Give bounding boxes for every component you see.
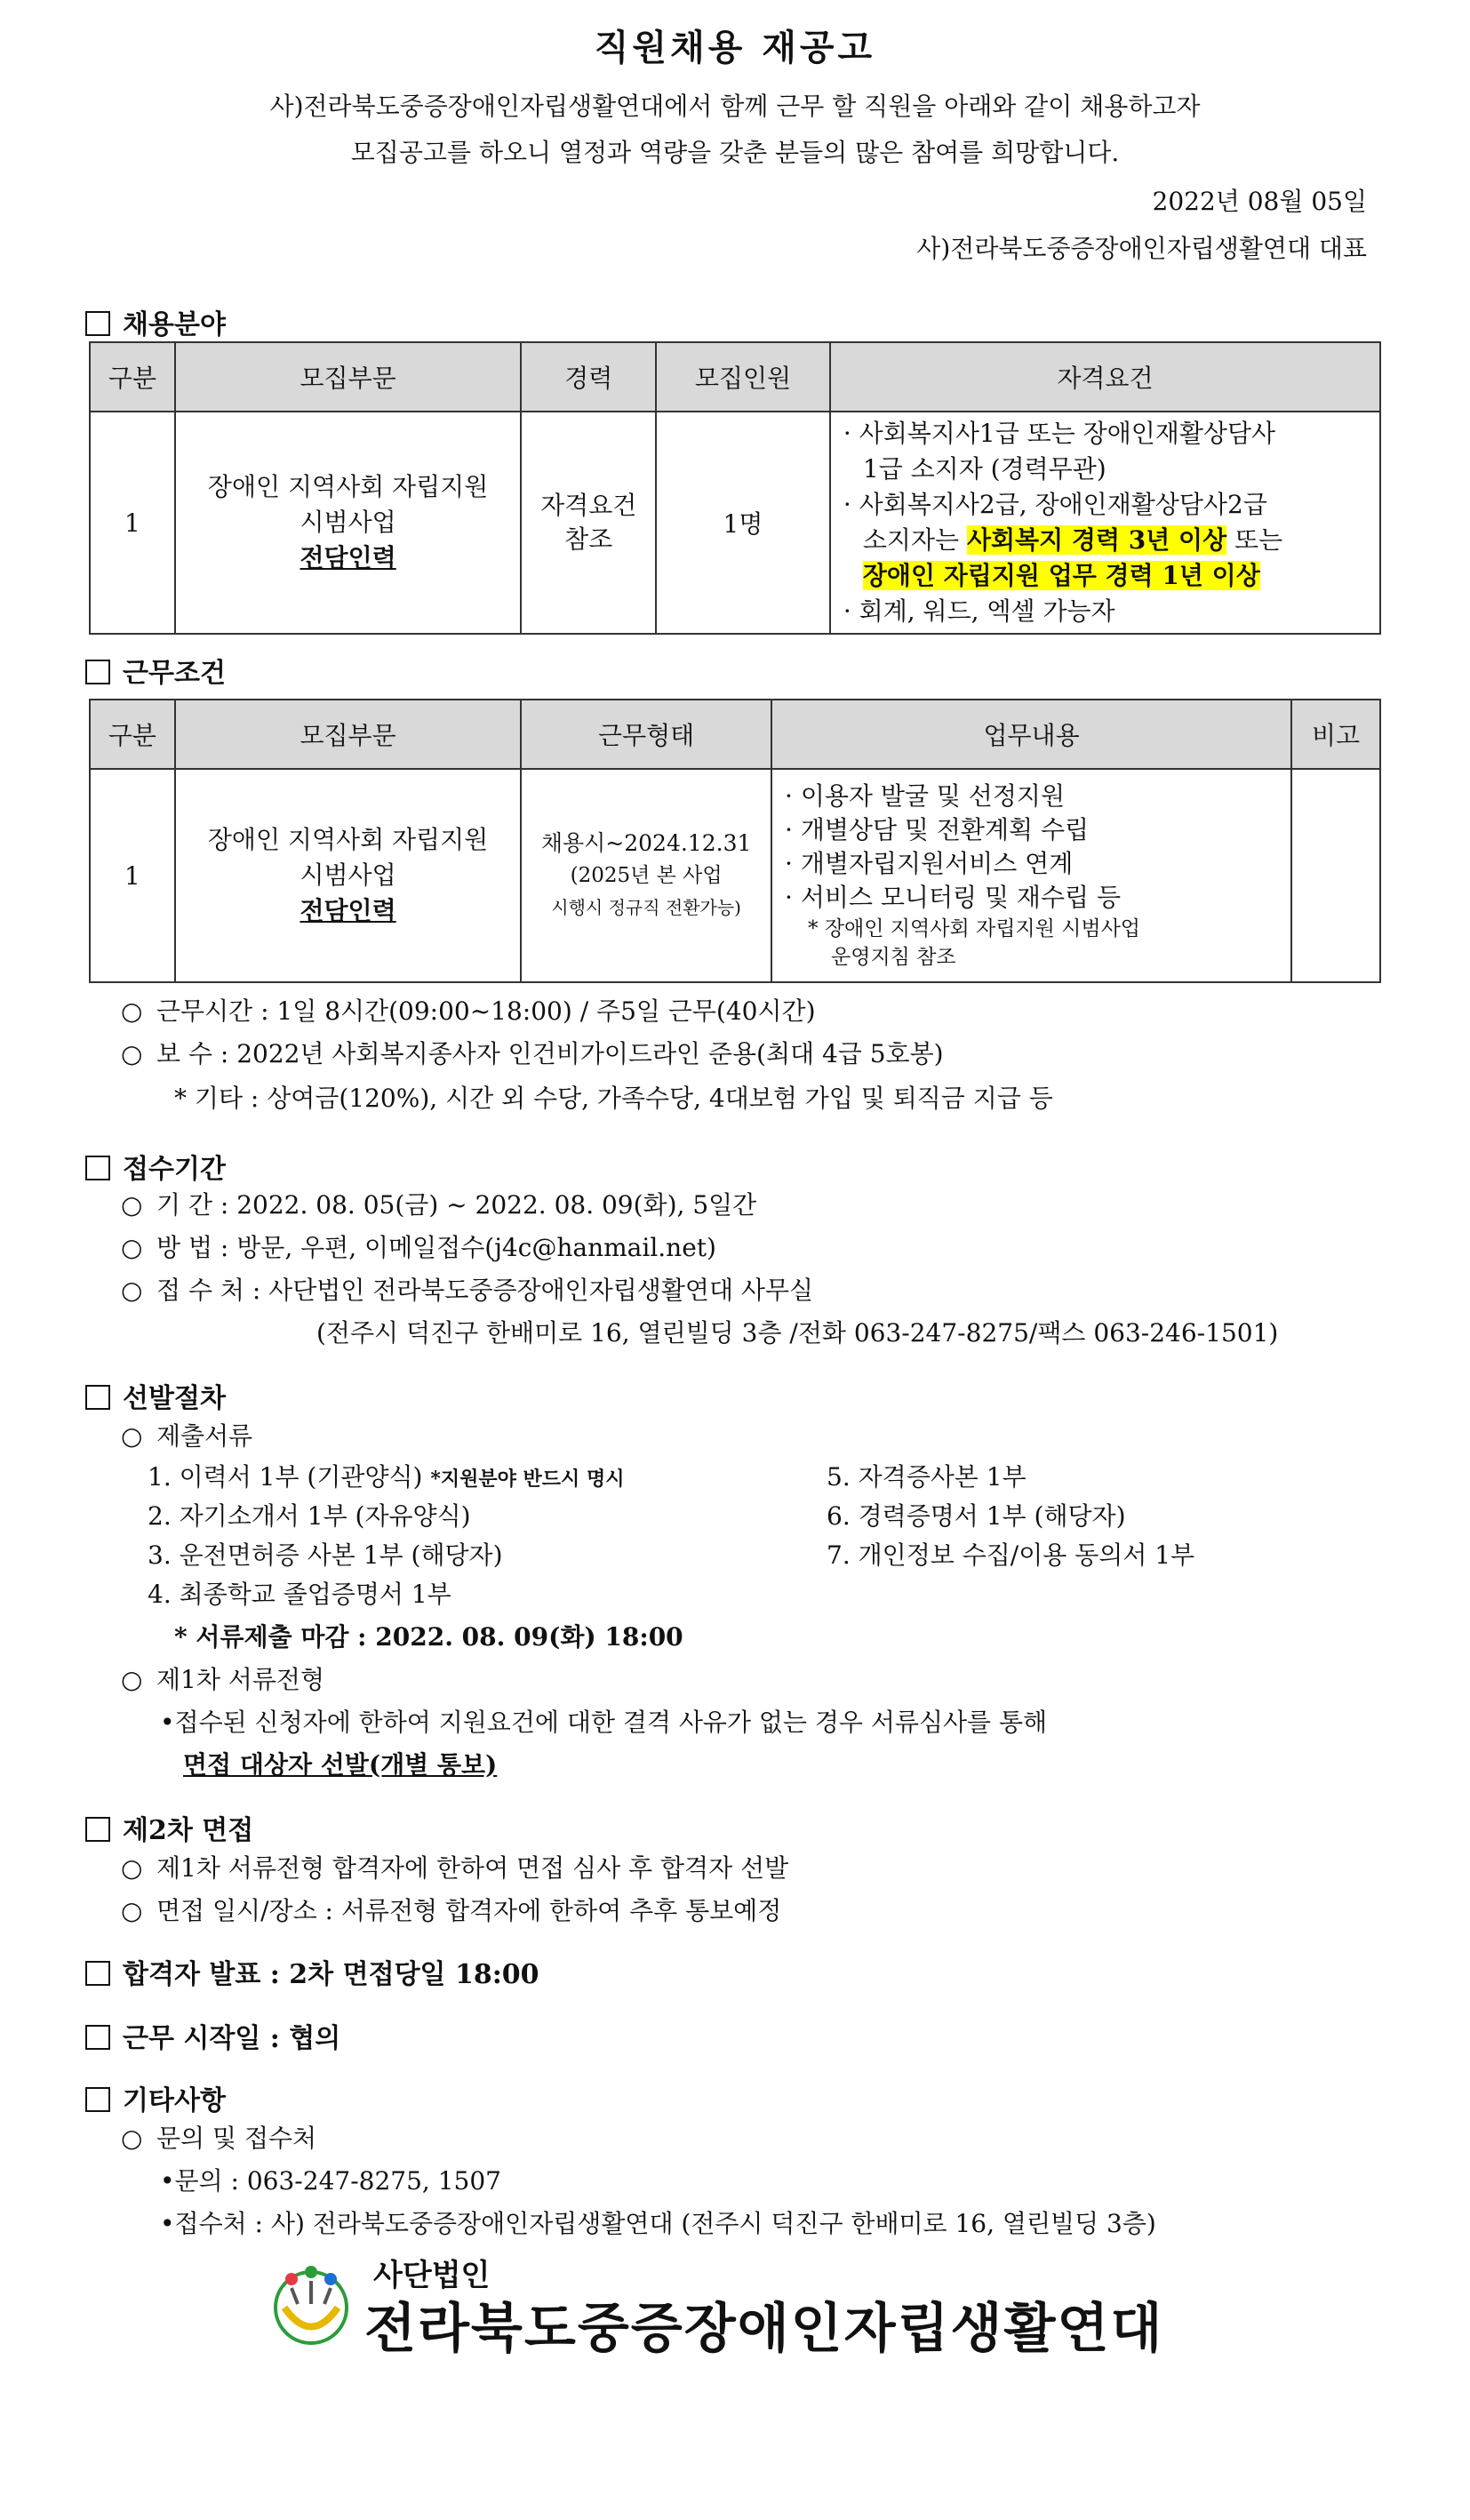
cell-tasks: · 이용자 발굴 및 선정지원 · 개별상담 및 전환계획 수립 · 개별자립지원서비스 연계 · 서비스 모니터링 및 재수립 등 * 장애인 지역사회 자립지원 시범사업 운영지침 참조 xyxy=(771,769,1291,982)
round1-title: ○ 제1차 서류전형 xyxy=(121,1665,325,1694)
checkbox-square-icon xyxy=(85,2087,110,2112)
section-field: 채용분야 xyxy=(85,302,226,341)
period-method: ○ 방 법 : 방문, 우편, 이메일접수(j4c@hanmail.net) xyxy=(121,1233,716,1262)
doc-item: 5. 자격증사본 1부 xyxy=(827,1462,1027,1492)
checkbox-square-icon xyxy=(85,1817,110,1842)
col-header: 구분 xyxy=(90,700,175,769)
section-announce: 합격자 발표 : 2차 면접당일 18:00 xyxy=(85,1952,539,1991)
period-term: ○ 기 간 : 2022. 08. 05(금) ~ 2022. 08. 09(화), 5일간 xyxy=(121,1190,757,1220)
deadline: * 서류제출 마감 : 2022. 08. 09(화) 18:00 xyxy=(174,1622,683,1652)
doc-item: 3. 운전면허증 사본 1부 (해당자) xyxy=(148,1540,503,1570)
doc-item: 4. 최종학교 졸업증명서 1부 xyxy=(148,1580,451,1609)
period-place: ○ 접 수 처 : 사단법인 전라북도중증장애인자립생활연대 사무실 xyxy=(121,1276,814,1305)
checkbox-square-icon xyxy=(85,2025,110,2050)
notice-signer: 사)전라북도중증장애인자립생활연대 대표 xyxy=(916,234,1367,263)
table-header-row xyxy=(90,342,1380,412)
recruit-field-table xyxy=(89,341,1381,635)
doc-item: 2. 자기소개서 1부 (자유양식) xyxy=(148,1501,471,1531)
section-etc: 기타사항 xyxy=(85,2078,226,2117)
table-header-row xyxy=(90,700,1380,769)
notice-date: 2022년 08월 05일 xyxy=(1152,187,1367,216)
cell-dept: 장애인 지역사회 자립지원 시범사업 전담인력 xyxy=(175,412,521,634)
logo-subtitle: 사단법인 xyxy=(373,2258,491,2293)
etc-phone: •문의 : 063-247-8275, 1507 xyxy=(160,2166,501,2196)
interview-line-2: ○ 면접 일시/장소 : 서류전형 합격자에 한하여 추후 통보예정 xyxy=(121,1896,782,1925)
organization-logo xyxy=(267,2240,1209,2364)
cell-count: 1명 xyxy=(656,412,830,634)
doc-item: 7. 개인정보 수집/이용 동의서 1부 xyxy=(827,1540,1195,1570)
col-header: 경력 xyxy=(521,342,656,412)
work-other: * 기타 : 상여금(120%), 시간 외 수당, 가족수당, 4대보험 가입 및 퇴직금 지급 등 xyxy=(174,1084,1053,1113)
organization-emblem-icon xyxy=(267,2252,356,2350)
col-header: 업무내용 xyxy=(771,700,1291,769)
checkbox-square-icon xyxy=(85,1961,110,1986)
section-interview: 제2차 면접 xyxy=(85,1808,253,1847)
etc-address: •접수처 : 사) 전라북도중증장애인자립생활연대 (전주시 덕진구 한배미로 16, 열린빌딩 3층) xyxy=(160,2209,1156,2238)
work-pay: ○ 보 수 : 2022년 사회복지종사자 인건비가이드라인 준용(최대 4급 5호봉) xyxy=(121,1039,944,1068)
interview-line-1: ○ 제1차 서류전형 합격자에 한하여 면접 심사 후 합격자 선발 xyxy=(121,1853,789,1883)
col-header: 구분 xyxy=(90,342,175,412)
section-conditions: 근무조건 xyxy=(85,651,226,690)
section-start: 근무 시작일 : 협의 xyxy=(85,2016,340,2055)
col-header: 자격요건 xyxy=(830,342,1380,412)
col-header: 모집부문 xyxy=(175,700,521,769)
section-period: 접수기간 xyxy=(85,1147,226,1186)
highlight-career: 사회복지 경력 3년 이상 xyxy=(966,525,1227,555)
doc-item: 1. 이력서 1부 (기관양식) *지원분야 반드시 명시 xyxy=(148,1462,625,1492)
intro-line-2: 모집공고를 하오니 열정과 역량을 갖춘 분들의 많은 참여를 희망합니다. xyxy=(350,138,1120,167)
cell-no: 1 xyxy=(90,412,175,634)
intro-line-1: 사)전라북도중증장애인자립생활연대에서 함께 근무 할 직원을 아래와 같이 채용하고자 xyxy=(269,92,1201,121)
checkbox-square-icon xyxy=(85,1156,110,1180)
period-address: (전주시 덕진구 한배미로 16, 열린빌딩 3층 /전화 063-247-8275/팩스 063-246-1501) xyxy=(316,1318,1279,1348)
section-selection: 선발절차 xyxy=(85,1376,226,1415)
checkbox-square-icon xyxy=(85,1385,110,1410)
work-condition-table xyxy=(89,699,1381,983)
col-header: 비고 xyxy=(1291,700,1380,769)
round1-result: 면접 대상자 선발(개별 통보) xyxy=(183,1750,498,1780)
table-row xyxy=(90,412,1380,634)
table-row xyxy=(90,769,1380,982)
col-header: 모집인원 xyxy=(656,342,830,412)
cell-requirements: · 사회복지사1급 또는 장애인재활상담사 1급 소지자 (경력무관) · 사회복지사2급, 장애인재활상담사2급 소지자는 사회복지 경력 3년 이상 또는 장애인 자립지원 업무 경력 1년 이상 · 회계, 워드, 엑셀 가능자 xyxy=(830,412,1380,634)
col-header: 모집부문 xyxy=(175,342,521,412)
cell-career: 자격요건 참조 xyxy=(521,412,656,634)
col-header: 근무형태 xyxy=(521,700,771,769)
etc-title: ○ 문의 및 접수처 xyxy=(121,2124,317,2153)
cell-dept: 장애인 지역사회 자립지원 시범사업 전담인력 xyxy=(175,769,521,982)
doc-item: 6. 경력증명서 1부 (해당자) xyxy=(827,1501,1126,1531)
checkbox-square-icon xyxy=(85,660,110,684)
highlight-career-2: 장애인 자립지원 업무 경력 1년 이상 xyxy=(862,561,1260,590)
round1-desc: •접수된 신청자에 한하여 지원요건에 대한 결격 사유가 없는 경우 서류심사를 통해 xyxy=(160,1708,1048,1737)
checkbox-square-icon xyxy=(85,311,110,336)
cell-no: 1 xyxy=(90,769,175,982)
work-hours: ○ 근무시간 : 1일 8시간(09:00~18:00) / 주5일 근무(40시간) xyxy=(121,996,816,1026)
docs-title: ○ 제출서류 xyxy=(121,1421,253,1451)
logo-title: 전라북도중증장애인자립생활연대 xyxy=(364,2298,1164,2360)
cell-work-type: 채용시~2024.12.31 (2025년 본 사업 시행시 정규직 전환가능) xyxy=(521,769,771,982)
page-title: 직원채용 재공고 xyxy=(594,27,876,68)
cell-remark xyxy=(1291,769,1380,982)
